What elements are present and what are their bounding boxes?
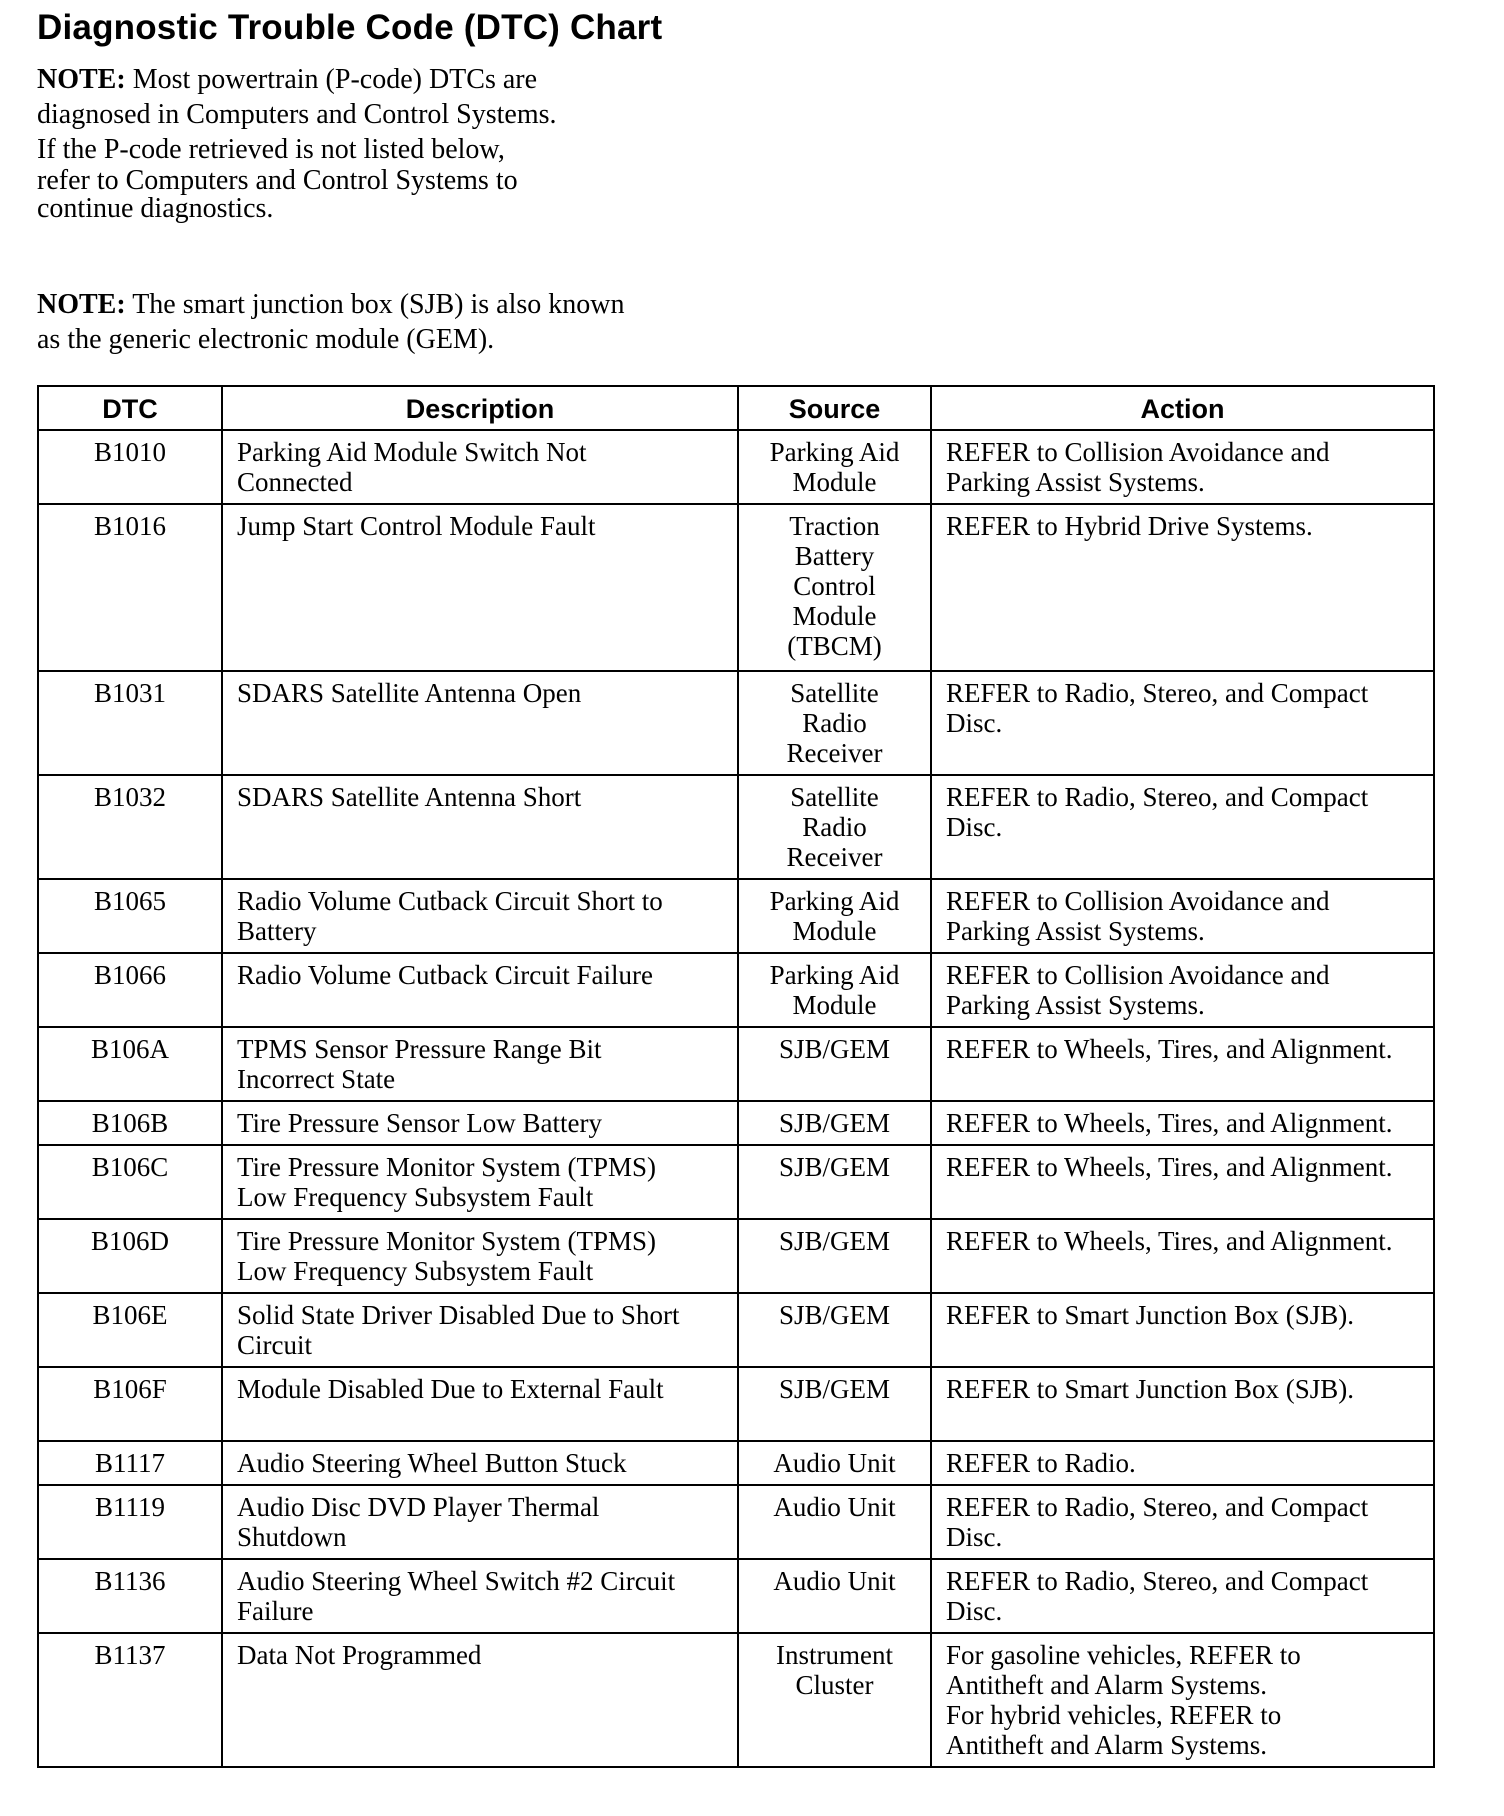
cell-action: REFER to Wheels, Tires, and Alignment.: [931, 1145, 1434, 1219]
cell-description: SDARS Satellite Antenna Short: [222, 775, 738, 879]
cell-description: Radio Volume Cutback Circuit Short to Battery: [222, 879, 738, 953]
table-row: [38, 1367, 1434, 1441]
cell-source: Parking Aid Module: [738, 879, 931, 953]
note-line: refer to Computers and Control Systems to: [37, 165, 518, 196]
cell-source: Parking Aid Module: [738, 430, 931, 504]
cell-description: Radio Volume Cutback Circuit Failure: [222, 953, 738, 1027]
note-line: If the P-code retrieved is not listed below,: [37, 134, 505, 165]
table-row: [38, 1027, 1434, 1101]
cell-dtc: B1137: [38, 1633, 222, 1767]
cell-action: REFER to Wheels, Tires, and Alignment.: [931, 1027, 1434, 1101]
cell-description: Audio Disc DVD Player Thermal Shutdown: [222, 1485, 738, 1559]
cell-action: REFER to Radio, Stereo, and Compact Disc.: [931, 1559, 1434, 1633]
cell-source: SJB/GEM: [738, 1219, 931, 1293]
cell-action: REFER to Radio, Stereo, and Compact Disc.: [931, 1485, 1434, 1559]
table-row: [38, 1145, 1434, 1219]
table-row: [38, 1219, 1434, 1293]
column-header-action: Action: [931, 386, 1434, 430]
cell-description: SDARS Satellite Antenna Open: [222, 671, 738, 775]
table-row: [38, 953, 1434, 1027]
note-text: Most powertrain (P-code) DTCs are: [132, 64, 538, 95]
cell-description: Tire Pressure Sensor Low Battery: [222, 1101, 738, 1145]
table-row: [38, 671, 1434, 775]
column-header-description: Description: [222, 386, 738, 430]
cell-dtc: B106D: [38, 1219, 222, 1293]
cell-action: REFER to Wheels, Tires, and Alignment.: [931, 1219, 1434, 1293]
cell-dtc: B1119: [38, 1485, 222, 1559]
cell-description: Parking Aid Module Switch Not Connected: [222, 430, 738, 504]
table-row: [38, 775, 1434, 879]
note-label: NOTE:: [37, 64, 126, 95]
cell-action: REFER to Collision Avoidance and Parking Assist Systems.: [931, 430, 1434, 504]
note-line: diagnosed in Computers and Control Systems.: [37, 99, 557, 130]
note-label: NOTE:: [37, 289, 126, 320]
cell-description: TPMS Sensor Pressure Range Bit Incorrect State: [222, 1027, 738, 1101]
cell-action: REFER to Wheels, Tires, and Alignment.: [931, 1101, 1434, 1145]
note-sjb: [37, 287, 727, 357]
cell-dtc: B1010: [38, 430, 222, 504]
cell-action: REFER to Hybrid Drive Systems.: [931, 504, 1434, 671]
cell-source: SJB/GEM: [738, 1293, 931, 1367]
table-row: [38, 1633, 1434, 1767]
cell-action: REFER to Radio, Stereo, and Compact Disc.: [931, 671, 1434, 775]
note-line: as the generic electronic module (GEM).: [37, 324, 495, 355]
cell-source: Satellite Radio Receiver: [738, 671, 931, 775]
page-title: Diagnostic Trouble Code (DTC) Chart: [37, 8, 663, 47]
cell-dtc: B106A: [38, 1027, 222, 1101]
note-line: [37, 287, 727, 322]
cell-dtc: B106B: [38, 1101, 222, 1145]
note-line: continue diagnostics.: [37, 193, 274, 224]
cell-action: REFER to Smart Junction Box (SJB).: [931, 1367, 1434, 1441]
cell-source: SJB/GEM: [738, 1145, 931, 1219]
cell-action: REFER to Radio.: [931, 1441, 1434, 1485]
cell-source: Audio Unit: [738, 1485, 931, 1559]
column-header-source: Source: [738, 386, 931, 430]
cell-action: For gasoline vehicles, REFER to Antitheft and Alarm Systems. For hybrid vehicles, REFER to Antitheft and Alarm Systems.: [931, 1633, 1434, 1767]
cell-description: Module Disabled Due to External Fault: [222, 1367, 738, 1441]
note-powertrain: [37, 62, 677, 223]
dtc-table: [37, 385, 1435, 1768]
cell-dtc: B1016: [38, 504, 222, 671]
cell-source: Instrument Cluster: [738, 1633, 931, 1767]
table-header-row: [38, 386, 1434, 430]
cell-dtc: B106F: [38, 1367, 222, 1441]
column-header-dtc: DTC: [38, 386, 222, 430]
cell-dtc: B106E: [38, 1293, 222, 1367]
cell-action: REFER to Smart Junction Box (SJB).: [931, 1293, 1434, 1367]
table-row: [38, 1559, 1434, 1633]
cell-source: SJB/GEM: [738, 1367, 931, 1441]
table-row: [38, 1485, 1434, 1559]
cell-dtc: B1065: [38, 879, 222, 953]
cell-description: Audio Steering Wheel Switch #2 Circuit Failure: [222, 1559, 738, 1633]
cell-source: Satellite Radio Receiver: [738, 775, 931, 879]
cell-description: Tire Pressure Monitor System (TPMS) Low Frequency Subsystem Fault: [222, 1219, 738, 1293]
table-row: [38, 1441, 1434, 1485]
table-row: [38, 1293, 1434, 1367]
cell-dtc: B1117: [38, 1441, 222, 1485]
cell-description: Jump Start Control Module Fault: [222, 504, 738, 671]
cell-source: Audio Unit: [738, 1559, 931, 1633]
cell-description: Tire Pressure Monitor System (TPMS) Low Frequency Subsystem Fault: [222, 1145, 738, 1219]
cell-description: Data Not Programmed: [222, 1633, 738, 1767]
table-row: [38, 430, 1434, 504]
cell-description: Audio Steering Wheel Button Stuck: [222, 1441, 738, 1485]
cell-source: SJB/GEM: [738, 1101, 931, 1145]
cell-dtc: B1031: [38, 671, 222, 775]
note-text: The smart junction box (SJB) is also known: [132, 289, 625, 320]
note-line: [37, 62, 677, 97]
cell-dtc: B106C: [38, 1145, 222, 1219]
cell-dtc: B1066: [38, 953, 222, 1027]
cell-action: REFER to Collision Avoidance and Parking Assist Systems.: [931, 953, 1434, 1027]
table-row: [38, 879, 1434, 953]
cell-source: SJB/GEM: [738, 1027, 931, 1101]
table-row: [38, 1101, 1434, 1145]
cell-dtc: B1032: [38, 775, 222, 879]
cell-description: Solid State Driver Disabled Due to Short Circuit: [222, 1293, 738, 1367]
cell-source: Parking Aid Module: [738, 953, 931, 1027]
cell-source: Audio Unit: [738, 1441, 931, 1485]
cell-source: Traction Battery Control Module (TBCM): [738, 504, 931, 671]
cell-dtc: B1136: [38, 1559, 222, 1633]
cell-action: REFER to Collision Avoidance and Parking Assist Systems.: [931, 879, 1434, 953]
table-row: [38, 504, 1434, 671]
cell-action: REFER to Radio, Stereo, and Compact Disc.: [931, 775, 1434, 879]
